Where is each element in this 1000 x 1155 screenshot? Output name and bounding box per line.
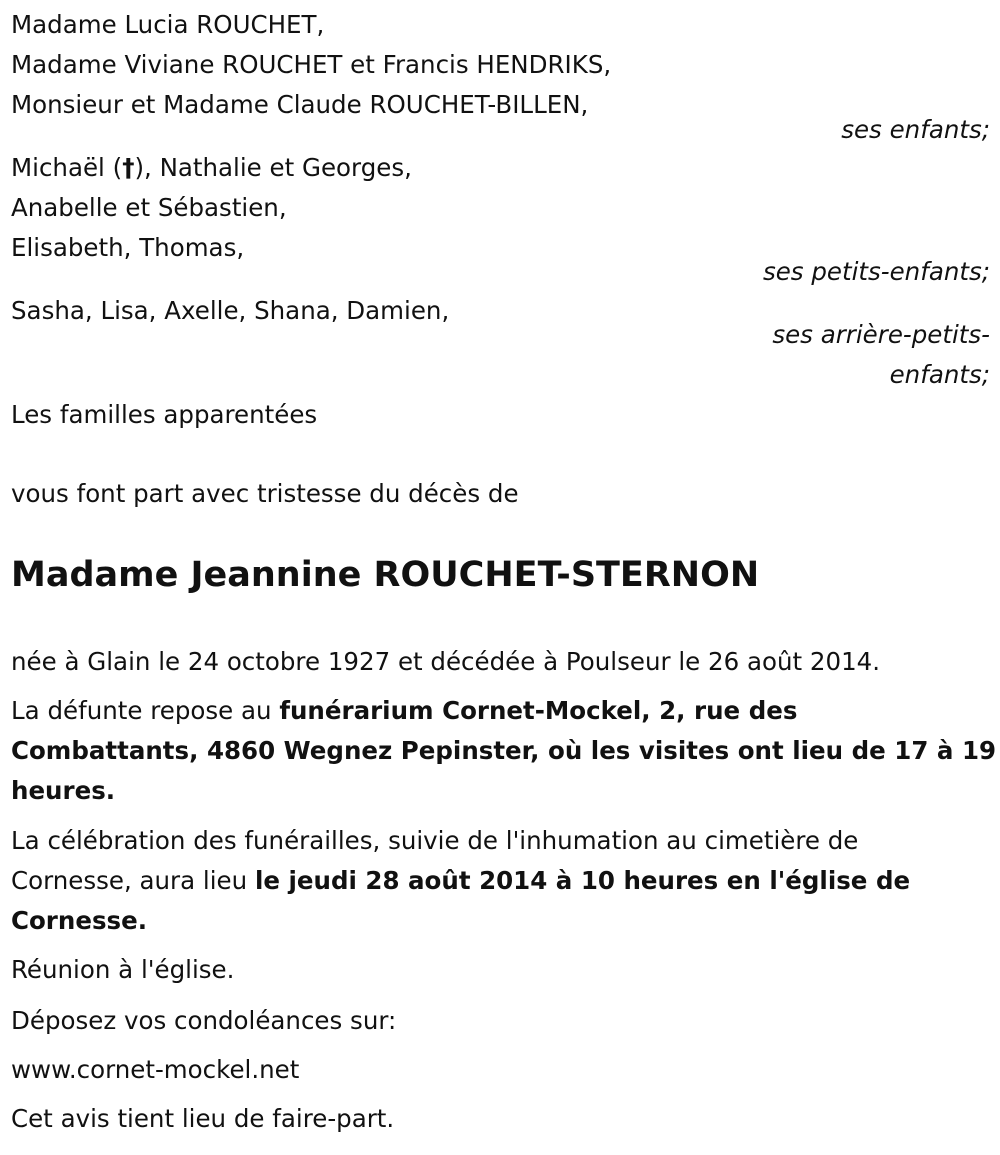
funeral-prefix: Cornesse, aura lieu xyxy=(11,866,255,895)
repose-line-1 xyxy=(11,696,797,726)
grandchild-line-3: Elisabeth, Thomas, xyxy=(11,233,245,262)
repose-prefix: La défunte repose au xyxy=(11,696,280,725)
website-link[interactable]: www.cornet-mockel.net xyxy=(11,1055,300,1084)
child-line-1: Madame Lucia ROUCHET, xyxy=(11,10,325,39)
notice: Cet avis tient lieu de faire-part. xyxy=(11,1104,395,1133)
grandchild-line-1 xyxy=(11,153,412,183)
funeral-line-1: La célébration des funérailles, suivie de l'inhumation au cimetière de xyxy=(11,826,859,855)
children-role: ses enfants; xyxy=(841,115,990,144)
grandchildren-role: ses petits-enfants; xyxy=(762,257,990,286)
reunion: Réunion à l'église. xyxy=(11,955,235,984)
great-grandchildren-line: Sasha, Lisa, Axelle, Shana, Damien, xyxy=(11,296,450,325)
child-line-2: Madame Viviane ROUCHET et Francis HENDRIKS, xyxy=(11,50,612,79)
grandchild-line-2: Anabelle et Sébastien, xyxy=(11,193,287,222)
deceased-name: Madame Jeannine ROUCHET-STERNON xyxy=(11,555,760,595)
condolences-label: Déposez vos condoléances sur: xyxy=(11,1006,397,1035)
great-grandchildren-role-1: ses arrière-petits- xyxy=(772,320,990,349)
birth-death-dates: née à Glain le 24 octobre 1927 et décédée à Poulseur le 26 août 2014. xyxy=(11,647,881,676)
grandchild-line-1-end: ), Nathalie et Georges, xyxy=(134,153,412,182)
funeral-place: Cornesse. xyxy=(11,906,148,935)
funeral-home-address-2: Combattants, 4860 Wegnez Pepinster, où les visites ont lieu de 17 à 19 xyxy=(11,736,997,765)
funeral-line-2 xyxy=(11,866,910,896)
funeral-home-address-3: heures. xyxy=(11,776,116,805)
grandchild-line-1-start: Michaël ( xyxy=(11,153,123,182)
funeral-home-address-1: funérarium Cornet-Mockel, 2, rue des xyxy=(279,696,798,725)
cross-icon: † xyxy=(122,153,135,182)
announcement: vous font part avec tristesse du décès de xyxy=(11,479,519,508)
great-grandchildren-role-2: enfants; xyxy=(889,360,990,389)
related-families: Les familles apparentées xyxy=(11,400,318,429)
child-line-3: Monsieur et Madame Claude ROUCHET-BILLEN, xyxy=(11,90,589,119)
funeral-datetime: le jeudi 28 août 2014 à 10 heures en l'église de xyxy=(254,866,911,895)
